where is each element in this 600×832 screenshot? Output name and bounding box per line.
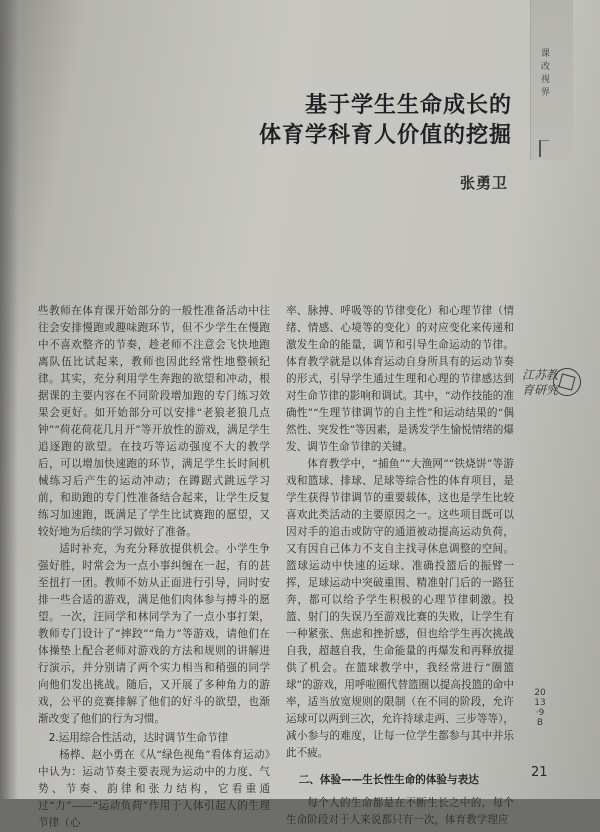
paragraph: 些教师在体育课开始部分的一般性准备活动中往往会安排慢跑或趣味跑环节，但不少学生在慢跑中不喜欢整齐的节奏，趁老师不注意会飞快地跑离队伍比试起来，教师也因此经常性地整顿纪律。其实，充分利用学生奔跑的欲望和冲动，根据课的主要内容在不同阶段增加跑的专门练习效果会更好。如开始部分可以安排“老狼老狼几点钟”“荷花荷花几月开”等开放性的游戏，满足学生追逐跑的欲望。在技巧等运动强度不大的教学后，可以增加快速跑的环节，满足学生长时间机械练习后产生的运动冲动；在蹲踞式跳远学习前，和助跑的专门性准备结合起来，让学生反复练习加速跑，既满足了学生比试赛跑的愿望，又较好地为后续的学习做好了准备。 xyxy=(38,305,270,538)
article-title-line-2: 体育学科育人价值的挖掘 xyxy=(258,123,512,148)
paragraph: 杨桦、赵小勇在《从“绿色视角”看体育运动》中认为：运动节奏主要表现为运动中的力度、气势、节奏、韵律和张力结构，它看重通过“力”——“运动负荷”作用于人体引起人的生理节律（心 xyxy=(38,749,270,829)
paragraph: 适时补充，为充分释放提供机会。小学生争强好胜，时常会为一点小事纠缠在一起，有的甚至扭打一团。教师不妨从正面进行引导，同时安排一些合适的游戏，满足他们肉体参与搏斗的愿望。一次，汪同学和林同学为了一点小事打架，教师专门设计了“摔跤”“角力”等游戏，请他们在体操垫上配合老师对游戏的方法和规则的讲解进行演示，并分别请了两个实力相当和稍强的同学向他们发出挑战。随后，又开展了多种角力的游戏，公平的竞赛排解了他们的好斗的欲望，也渐渐改变了他们的行为习惯。 xyxy=(38,543,270,725)
paragraph: 每个人的生命都是在不断生长之中的，每个生命阶段对于人来说都只有一次，体育教学理应 xyxy=(286,797,514,826)
section-heading: 二、体验——生长性生命的体验与表达 xyxy=(298,774,479,786)
seal-icon xyxy=(553,368,581,396)
page-number: 21 xyxy=(531,765,548,780)
journal-stamp-text: 江苏教育研究 xyxy=(522,368,559,397)
paragraph: 体育教学中，“捕鱼”“大渔网”“铁烧饼”等游戏和篮球、排球、足球等综合性的体育项目，是学生获得节律调节的重要载体，这也是学生比较喜欢此类活动的主要原因之一。这些项目既可以因对手的追击或防守的通道被动提高运动负荷，又有因自己体力不支自主找寻休息调整的空间。篮球运动中快速的运球、准确投篮后的振臂一挥，足球运动中突破重围、精准射门后的一路狂奔，都可以给予学生积极的心理节律刺激。投篮、射门的失误乃至游戏比赛的失败，让学生有一种紧张、焦虑和挫折感，但也给学生再次挑战自我，超越自我，生命能量的再爆发和再释放提供了机会。在篮球教学中，我经常进行“圈篮球”的游戏，用呼啦圈代替篮圈以提高投篮的命中率，适当放宽规则的限制（在不同的阶段，允许运球可以两到三次，允许持球走两、三步等等），减小参与的难度，让每一位学生都参与其中并乐此不疲。 xyxy=(286,458,514,759)
paragraph: 率、脉搏、呼吸等的节律变化）和心理节律（情绪、情感、心境等的变化）的对应变化来传递和激发生命的能量，调节和引导生命运动的节律。体育教学就是以体育运动自身所具有的运动节奏的形式，引导学生通过生理和心理的节律感达到对生命节律的影响和调试。其中，“动作技能的准确性”“生理节律调节的自主性”和运动结果的“偶然性、突发性”等因素，是诱发学生愉悦情绪的爆发、调节生命节律的关键。 xyxy=(286,305,514,453)
left-column xyxy=(38,303,270,832)
issue-number: 2013·9B xyxy=(534,688,546,728)
section-bracket-mark xyxy=(539,140,549,157)
page-spine-shadow xyxy=(0,0,18,799)
section-label: 课改视界 xyxy=(540,49,551,98)
subheading: 2.运用综合性活动，达时调节生命节律 xyxy=(48,732,229,744)
right-column xyxy=(286,303,514,829)
article-author: 张勇卫 xyxy=(459,174,508,192)
article-title-line-1: 基于学生生命成长的 xyxy=(304,93,512,118)
